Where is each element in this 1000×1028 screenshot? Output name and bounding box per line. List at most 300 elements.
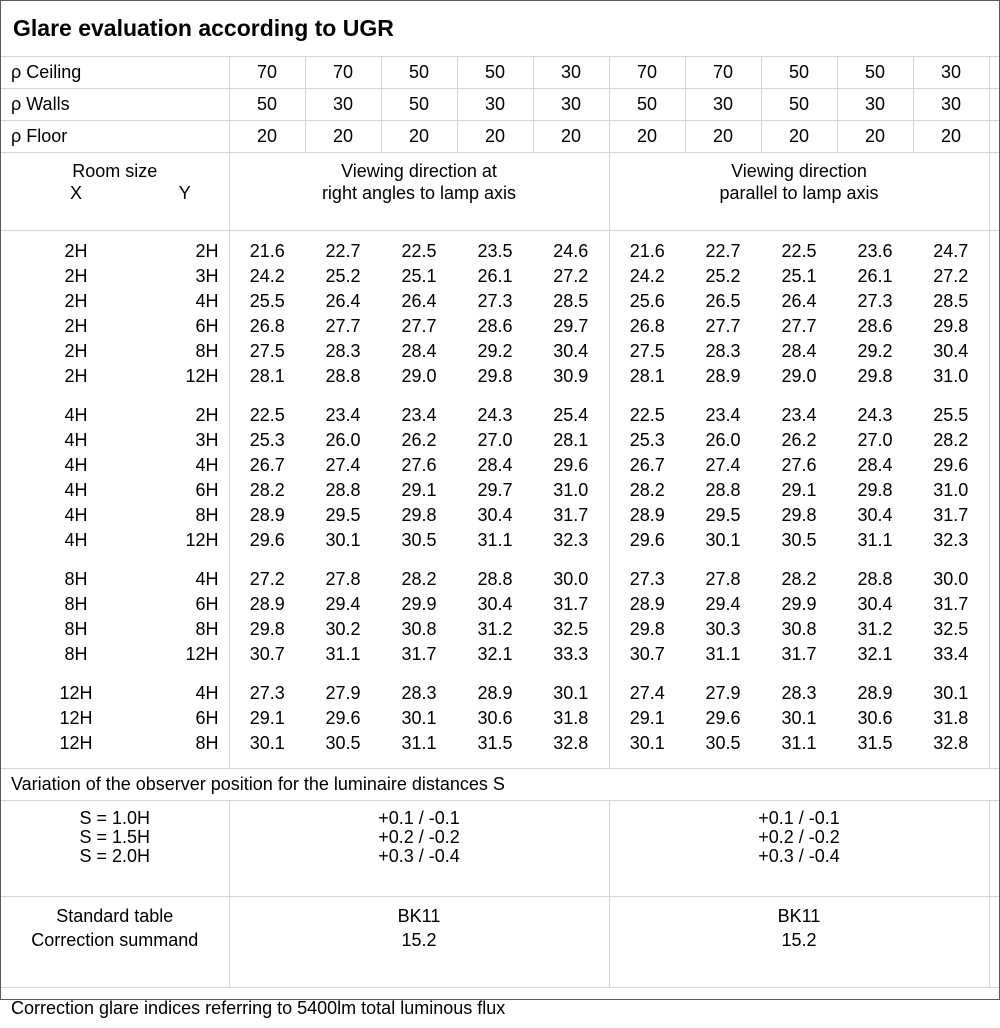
ugr-data-row [1,617,999,642]
ugr-value-parallel: 22.5 [609,403,685,428]
ugr-value-right-angles: 28.9 [457,681,533,706]
ugr-table [1,1,999,1028]
rho-value: 30 [533,57,609,89]
room-size-x: 4H [1,428,151,453]
ugr-value-right-angles: 27.6 [381,453,457,478]
ugr-value-right-angles: 31.7 [533,592,609,617]
ugr-data-row [1,592,999,617]
ugr-value-parallel: 31.7 [913,592,989,617]
ugr-value-parallel: 27.6 [761,453,837,478]
sliver-cell [989,403,999,428]
ugr-value-right-angles: 22.7 [305,239,381,264]
ugr-data-row [1,478,999,503]
rho-value: 70 [305,57,381,89]
ugr-value-right-angles: 30.6 [457,706,533,731]
block-gap-row [1,553,999,567]
ugr-value-parallel: 27.3 [609,567,685,592]
room-size-x: 8H [1,592,151,617]
ugr-value-parallel: 26.5 [685,289,761,314]
s-values-group2: +0.1 / -0.1 +0.2 / -0.2 +0.3 / -0.4 [609,801,989,897]
block-gap-row [1,667,999,681]
rho-value: 50 [381,89,457,121]
ugr-value-right-angles: 28.1 [229,364,305,389]
room-size-y: 4H [151,453,229,478]
ugr-value-parallel: 30.4 [913,339,989,364]
room-size-y: 12H [151,364,229,389]
ugr-value-right-angles: 32.1 [457,642,533,667]
rho-row [1,121,999,153]
room-size-y: 4H [151,681,229,706]
ugr-value-parallel: 30.8 [761,617,837,642]
sliver-cell [989,264,999,289]
ugr-value-right-angles: 22.5 [229,403,305,428]
ugr-value-right-angles: 27.9 [305,681,381,706]
ugr-value-right-angles: 27.7 [381,314,457,339]
ugr-value-right-angles: 33.3 [533,642,609,667]
ugr-value-right-angles: 30.7 [229,642,305,667]
spacer-cell [229,553,609,567]
footer-row [1,988,999,1028]
ugr-value-parallel: 29.6 [685,706,761,731]
ugr-data-row [1,706,999,731]
ugr-value-right-angles: 32.8 [533,731,609,756]
rho-label: ρ Walls [1,89,229,121]
ugr-value-parallel: 30.1 [761,706,837,731]
spacer-cell [1,667,229,681]
ugr-value-parallel: 27.2 [913,264,989,289]
sliver-cell [989,478,999,503]
ugr-value-right-angles: 31.7 [381,642,457,667]
ugr-value-parallel: 29.8 [837,364,913,389]
y-column-label: Y [151,182,229,204]
ugr-value-parallel: 28.2 [913,428,989,453]
spacer-row [1,231,999,240]
sliver-cell [989,617,999,642]
sliver-cell [989,567,999,592]
ugr-value-right-angles: 32.5 [533,617,609,642]
ugr-value-parallel: 30.4 [837,503,913,528]
ugr-value-right-angles: 28.5 [533,289,609,314]
rho-value: 70 [229,57,305,89]
ugr-value-right-angles: 28.9 [229,503,305,528]
ugr-value-right-angles: 29.6 [229,528,305,553]
ugr-value-right-angles: 28.8 [305,364,381,389]
ugr-value-parallel: 23.4 [761,403,837,428]
ugr-value-parallel: 24.3 [837,403,913,428]
ugr-value-parallel: 32.5 [913,617,989,642]
ugr-value-parallel: 27.9 [685,681,761,706]
ugr-value-right-angles: 29.6 [533,453,609,478]
rho-label: ρ Floor [1,121,229,153]
ugr-value-right-angles: 31.1 [457,528,533,553]
spacer-cell [229,389,609,403]
ugr-value-parallel: 28.4 [837,453,913,478]
ugr-value-right-angles: 28.6 [457,314,533,339]
rho-value: 20 [381,121,457,153]
sliver-cell [989,553,999,567]
sliver-cell [989,314,999,339]
ugr-value-right-angles: 30.9 [533,364,609,389]
ugr-value-right-angles: 27.7 [305,314,381,339]
ugr-value-parallel: 30.5 [685,731,761,756]
rho-value: 50 [761,57,837,89]
ugr-value-parallel: 30.3 [685,617,761,642]
ugr-value-right-angles: 28.4 [381,339,457,364]
ugr-value-parallel: 28.8 [685,478,761,503]
ugr-value-parallel: 22.5 [761,239,837,264]
ugr-value-right-angles: 30.1 [229,731,305,756]
ugr-value-parallel: 29.6 [609,528,685,553]
ugr-value-right-angles: 27.5 [229,339,305,364]
ugr-value-parallel: 29.8 [837,478,913,503]
room-size-x: 12H [1,681,151,706]
variation-row [1,769,999,801]
sliver-cell [989,897,999,988]
spacer-cell [229,756,609,769]
ugr-value-right-angles: 31.0 [533,478,609,503]
sliver-cell [989,801,999,897]
room-size-y: 6H [151,592,229,617]
ugr-data-row [1,567,999,592]
ugr-value-right-angles: 29.8 [229,617,305,642]
spacer-cell [229,667,609,681]
ugr-value-parallel: 30.6 [837,706,913,731]
ugr-data-row [1,428,999,453]
ugr-value-right-angles: 30.4 [533,339,609,364]
spacer-cell [1,389,229,403]
ugr-value-right-angles: 28.8 [457,567,533,592]
ugr-value-right-angles: 28.8 [305,478,381,503]
room-size-y: 4H [151,289,229,314]
ugr-value-parallel: 29.6 [913,453,989,478]
ugr-value-right-angles: 23.4 [381,403,457,428]
xy-labels [1,182,229,204]
ugr-value-right-angles: 29.1 [381,478,457,503]
ugr-value-right-angles: 26.2 [381,428,457,453]
spacer-cell [1,756,229,769]
ugr-value-parallel: 26.7 [609,453,685,478]
spacer-cell [609,756,989,769]
ugr-value-parallel: 30.1 [913,681,989,706]
ugr-value-parallel: 29.8 [913,314,989,339]
group1-heading: Viewing direction at right angles to lamp axis [229,153,609,231]
rho-value: 30 [913,57,989,89]
ugr-value-right-angles: 25.3 [229,428,305,453]
ugr-value-parallel: 26.2 [761,428,837,453]
ugr-value-parallel: 28.3 [685,339,761,364]
s-distance-labels: S = 1.0H S = 1.5H S = 2.0H [1,801,229,897]
ugr-value-right-angles: 28.3 [305,339,381,364]
ugr-value-parallel: 25.2 [685,264,761,289]
ugr-data-row [1,731,999,756]
ugr-value-parallel: 23.6 [837,239,913,264]
ugr-value-parallel: 25.1 [761,264,837,289]
ugr-value-parallel: 31.0 [913,364,989,389]
ugr-value-parallel: 28.5 [913,289,989,314]
ugr-value-parallel: 28.1 [609,364,685,389]
ugr-value-parallel: 28.9 [685,364,761,389]
ugr-value-parallel: 27.7 [685,314,761,339]
ugr-value-right-angles: 31.2 [457,617,533,642]
rho-value: 20 [457,121,533,153]
footer-note: Correction glare indices referring to 5400lm total luminous flux [1,988,999,1028]
ugr-value-parallel: 27.3 [837,289,913,314]
room-size-y: 8H [151,617,229,642]
ugr-value-right-angles: 27.2 [229,567,305,592]
ugr-value-right-angles: 30.1 [305,528,381,553]
ugr-value-parallel: 23.4 [685,403,761,428]
rho-value: 20 [609,121,685,153]
sliver-cell [989,706,999,731]
ugr-value-right-angles: 30.1 [533,681,609,706]
room-size-y: 6H [151,314,229,339]
standard-table-row [1,897,999,988]
ugr-value-parallel: 31.2 [837,617,913,642]
standard-values-group2: BK11 15.2 [609,897,989,988]
ugr-value-right-angles: 25.5 [229,289,305,314]
room-size-y: 3H [151,264,229,289]
ugr-data-row [1,453,999,478]
ugr-value-parallel: 31.1 [837,528,913,553]
ugr-value-right-angles: 26.0 [305,428,381,453]
sliver-cell [989,667,999,681]
ugr-value-parallel: 28.9 [837,681,913,706]
ugr-value-parallel: 29.8 [761,503,837,528]
room-size-y: 6H [151,706,229,731]
ugr-value-parallel: 25.3 [609,428,685,453]
ugr-value-parallel: 30.1 [685,528,761,553]
ugr-value-parallel: 30.0 [913,567,989,592]
ugr-value-right-angles: 27.8 [305,567,381,592]
ugr-value-parallel: 29.9 [761,592,837,617]
ugr-value-right-angles: 30.1 [381,706,457,731]
rho-row [1,57,999,89]
ugr-data-row [1,314,999,339]
block-gap-row [1,389,999,403]
ugr-value-parallel: 27.7 [761,314,837,339]
ugr-value-parallel: 28.3 [761,681,837,706]
rho-value: 50 [381,57,457,89]
ugr-value-parallel: 29.1 [761,478,837,503]
ugr-value-right-angles: 31.5 [457,731,533,756]
ugr-value-right-angles: 28.2 [229,478,305,503]
rho-value: 30 [913,89,989,121]
ugr-value-parallel: 31.7 [761,642,837,667]
ugr-value-parallel: 24.7 [913,239,989,264]
ugr-value-parallel: 26.8 [609,314,685,339]
rho-value: 50 [457,57,533,89]
sliver-cell [989,731,999,756]
ugr-value-right-angles: 27.4 [305,453,381,478]
sliver-cell [989,121,999,153]
ugr-value-right-angles: 29.5 [305,503,381,528]
room-size-x: 4H [1,528,151,553]
sliver-cell [989,642,999,667]
rho-value: 30 [305,89,381,121]
room-size-x: 2H [1,289,151,314]
ugr-value-parallel: 28.9 [609,503,685,528]
ugr-value-right-angles: 23.4 [305,403,381,428]
room-size-y: 2H [151,403,229,428]
room-size-x: 4H [1,503,151,528]
sliver-cell [989,592,999,617]
ugr-value-right-angles: 29.6 [305,706,381,731]
ugr-value-parallel: 31.8 [913,706,989,731]
spacer-row [1,756,999,769]
room-size-x: 4H [1,453,151,478]
ugr-data-row [1,339,999,364]
room-size-x: 2H [1,314,151,339]
room-size-label: Room size [1,160,229,182]
ugr-value-right-angles: 30.4 [457,592,533,617]
ugr-value-parallel: 28.2 [761,567,837,592]
sliver-cell [989,756,999,769]
sliver-cell [989,339,999,364]
ugr-value-parallel: 28.9 [609,592,685,617]
x-column-label: X [1,182,151,204]
rho-value: 50 [837,57,913,89]
s-values-group1: +0.1 / -0.1 +0.2 / -0.2 +0.3 / -0.4 [229,801,609,897]
sliver-cell [989,364,999,389]
room-size-y: 8H [151,503,229,528]
ugr-value-parallel: 31.1 [685,642,761,667]
room-size-x: 2H [1,364,151,389]
ugr-value-parallel: 30.1 [609,731,685,756]
ugr-value-parallel: 28.2 [609,478,685,503]
ugr-value-right-angles: 24.3 [457,403,533,428]
spacer-cell [609,553,989,567]
ugr-value-parallel: 31.0 [913,478,989,503]
ugr-value-parallel: 29.1 [609,706,685,731]
ugr-value-parallel: 27.4 [609,681,685,706]
ugr-value-parallel: 27.0 [837,428,913,453]
ugr-value-parallel: 26.4 [761,289,837,314]
ugr-value-right-angles: 26.4 [305,289,381,314]
sliver-cell [989,428,999,453]
sliver-cell [989,231,999,240]
standard-table-labels: Standard table Correction summand [1,897,229,988]
ugr-value-parallel: 31.5 [837,731,913,756]
ugr-value-right-angles: 29.8 [457,364,533,389]
sliver-cell [989,289,999,314]
ugr-value-right-angles: 31.1 [305,642,381,667]
ugr-value-right-angles: 28.9 [229,592,305,617]
ugr-value-parallel: 24.2 [609,264,685,289]
ugr-value-right-angles: 25.4 [533,403,609,428]
ugr-value-right-angles: 24.6 [533,239,609,264]
sliver-cell [989,681,999,706]
ugr-value-right-angles: 27.3 [229,681,305,706]
ugr-value-right-angles: 27.3 [457,289,533,314]
ugr-value-parallel: 32.3 [913,528,989,553]
room-size-x: 4H [1,403,151,428]
group2-heading: Viewing direction parallel to lamp axis [609,153,989,231]
ugr-value-parallel: 21.6 [609,239,685,264]
ugr-value-parallel: 31.1 [761,731,837,756]
room-size-x: 4H [1,478,151,503]
rho-value: 20 [229,121,305,153]
ugr-data-row [1,681,999,706]
rho-value: 20 [837,121,913,153]
variation-note: Variation of the observer position for the luminaire distances S [1,769,999,801]
room-size-x: 12H [1,731,151,756]
ugr-value-parallel: 27.4 [685,453,761,478]
room-size-x: 8H [1,642,151,667]
ugr-value-right-angles: 30.4 [457,503,533,528]
ugr-value-right-angles: 28.1 [533,428,609,453]
ugr-value-right-angles: 27.2 [533,264,609,289]
ugr-value-right-angles: 28.4 [457,453,533,478]
rho-value: 70 [609,57,685,89]
rho-value: 20 [533,121,609,153]
spacer-cell [609,667,989,681]
room-size-y: 4H [151,567,229,592]
ugr-value-parallel: 26.1 [837,264,913,289]
ugr-value-right-angles: 32.3 [533,528,609,553]
ugr-value-parallel: 28.8 [837,567,913,592]
ugr-value-right-angles: 25.2 [305,264,381,289]
ugr-value-right-angles: 29.8 [381,503,457,528]
room-size-x: 2H [1,239,151,264]
sliver-cell [989,528,999,553]
page-title: Glare evaluation according to UGR [1,1,999,57]
ugr-value-parallel: 29.2 [837,339,913,364]
ugr-value-right-angles: 31.1 [381,731,457,756]
sliver-cell [989,453,999,478]
s-distance-row [1,801,999,897]
standard-values-group1: BK11 15.2 [229,897,609,988]
ugr-value-right-angles: 29.9 [381,592,457,617]
title-row [1,1,999,57]
ugr-value-parallel: 30.7 [609,642,685,667]
sliver-cell [989,503,999,528]
room-size-y: 12H [151,642,229,667]
ugr-value-right-angles: 29.7 [533,314,609,339]
ugr-data-row [1,289,999,314]
spacer-cell [609,389,989,403]
ugr-value-parallel: 31.7 [913,503,989,528]
ugr-data-row [1,403,999,428]
ugr-value-parallel: 29.8 [609,617,685,642]
room-size-y: 12H [151,528,229,553]
ugr-value-parallel: 29.5 [685,503,761,528]
room-size-header [1,153,229,231]
ugr-value-right-angles: 26.7 [229,453,305,478]
sliver-cell [989,239,999,264]
ugr-value-right-angles: 21.6 [229,239,305,264]
ugr-value-parallel: 32.1 [837,642,913,667]
ugr-data-row [1,264,999,289]
ugr-value-right-angles: 30.2 [305,617,381,642]
ugr-value-right-angles: 28.3 [381,681,457,706]
ugr-value-right-angles: 30.8 [381,617,457,642]
ugr-value-right-angles: 31.7 [533,503,609,528]
spacer-cell [609,231,989,240]
ugr-value-right-angles: 28.2 [381,567,457,592]
rho-value: 20 [913,121,989,153]
room-size-x: 8H [1,567,151,592]
ugr-value-parallel: 26.0 [685,428,761,453]
ugr-value-parallel: 30.5 [761,528,837,553]
rho-value: 70 [685,57,761,89]
ugr-value-right-angles: 26.4 [381,289,457,314]
rho-value: 20 [685,121,761,153]
ugr-value-right-angles: 29.7 [457,478,533,503]
ugr-data-row [1,239,999,264]
ugr-value-right-angles: 31.8 [533,706,609,731]
ugr-value-right-angles: 30.5 [305,731,381,756]
ugr-value-right-angles: 29.1 [229,706,305,731]
